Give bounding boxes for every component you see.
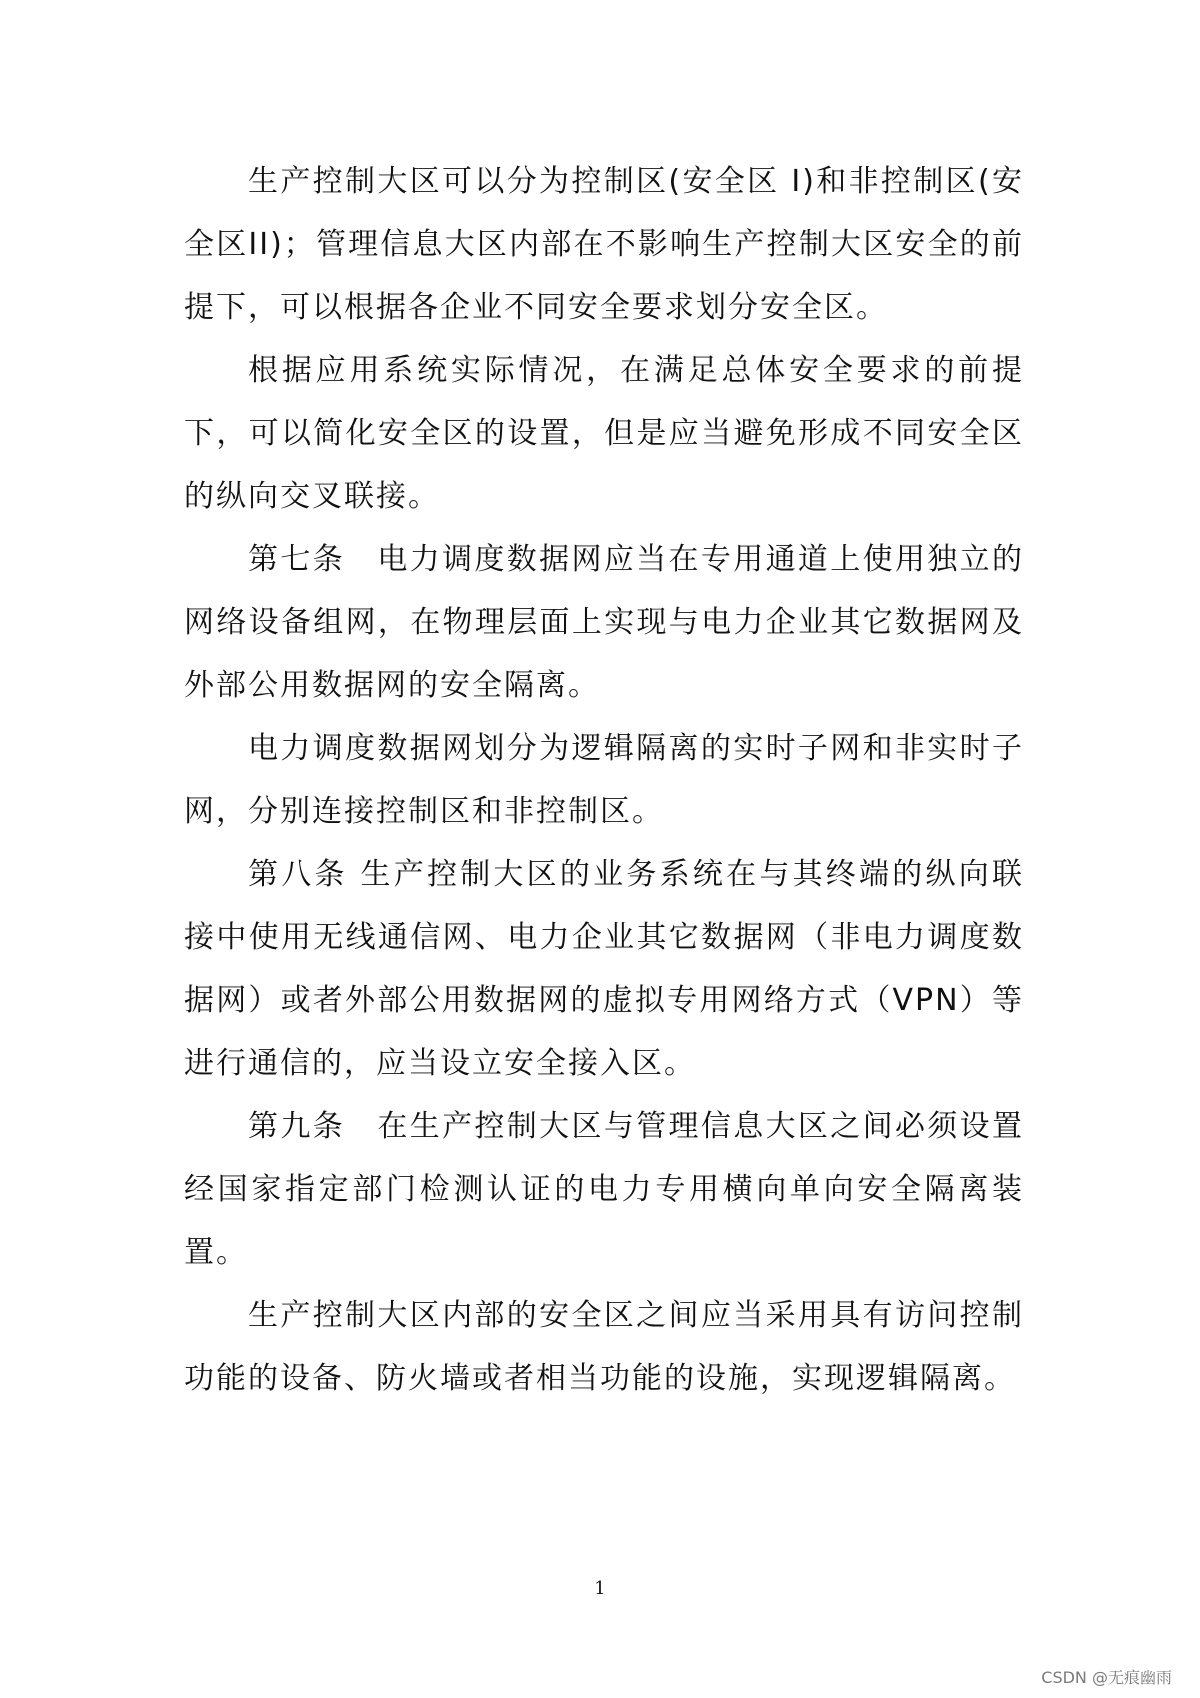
paragraph-article-8: 第八条 生产控制大区的业务系统在与其终端的纵向联接中使用无线通信网、电力企业其它数据网（非电力调度数据网）或者外部公用数据网的虚拟专用网络方式（VPN）等进行通信的，应当设立安全接入区。: [184, 857, 1024, 1081]
paragraph-article-7: 第七条 电力调度数据网应当在专用通道上使用独立的网络设备组网，在物理层面上实现与电力企业其它数据网及外部公用数据网的安全隔离。: [184, 542, 1024, 703]
paragraph-logical-isolation: 生产控制大区内部的安全区之间应当采用具有访问控制功能的设备、防火墙或者相当功能的设施，实现逻辑隔离。: [184, 1298, 1024, 1396]
paragraph-article-9: 第九条 在生产控制大区与管理信息大区之间必须设置经国家指定部门检测认证的电力专用横向单向安全隔离装置。: [184, 1109, 1024, 1270]
document-body: [184, 150, 1024, 1410]
paragraph-simplify-zones: 根据应用系统实际情况，在满足总体安全要求的前提下，可以简化安全区的设置，但是应当避免形成不同安全区的纵向交叉联接。: [184, 353, 1024, 514]
watermark: CSDN @无痕幽雨: [1041, 1668, 1172, 1687]
paragraph-zone-division: 生产控制大区可以分为控制区(安全区 I)和非控制区(安全区II)；管理信息大区内部在不影响生产控制大区安全的前提下，可以根据各企业不同安全要求划分安全区。: [184, 164, 1024, 325]
paragraph-dispatch-subnets: 电力调度数据网划分为逻辑隔离的实时子网和非实时子网，分别连接控制区和非控制区。: [184, 731, 1024, 829]
page-number: 1: [594, 1578, 606, 1599]
